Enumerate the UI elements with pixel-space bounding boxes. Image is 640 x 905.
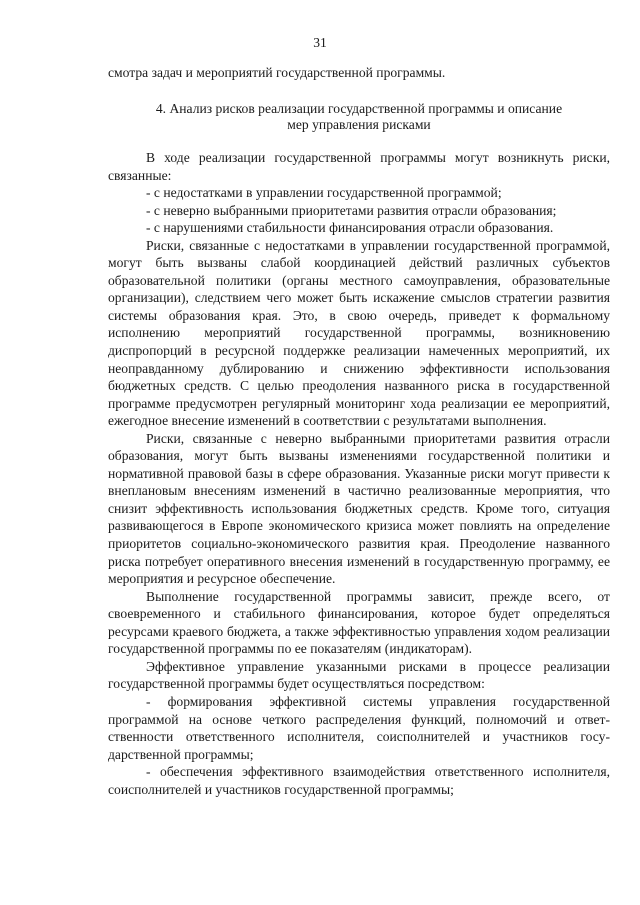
section-heading-line-2: мер управления рисками [287, 116, 431, 132]
document-body [108, 149, 610, 798]
section-heading-line-1: 4. Анализ рисков реализации государственной программы и описание [155, 101, 563, 116]
list-item-interaction: - обеспечения эффективного взаимодействия ответственного исполнителя, соисполнителей и участников государственной программы; [108, 764, 610, 797]
list-item-financing: - с нарушениями стабильности финансирования отрасли образования. [146, 220, 554, 236]
section-heading [108, 101, 610, 132]
paragraph-financing: Выполнение государственной программы зависит, прежде всего, от своевременного и стабильного финансирования, которое будет определяться ресурсами краевого бюджета, а также эффективностью управления ходом реализации государственной программы по ее показателям (индикаторам). [108, 588, 610, 657]
paragraph-priority-risks: Риски, связанные с неверно выбранными приоритетами развития отрасли образования, могут быть вызваны изменениями государственной политики и нормативной правовой базы в сфере образования. Указанные риски могут привести к внеплановым внесениям изменений в частично реализованные мероприятия, что снизит эффективность использования бюджетных средств. Кроме того, ситуация развивающегося в Европе экономического кризиса может повлиять на определение приоритетов социально-экономического развития края. Преодоление названного риска потребует оперативного внесения изменений в государственную программу, ее мероприятия и ресурсное обеспечение. [108, 430, 610, 587]
continued-text: смотра задач и мероприятий государственной программы. [108, 65, 446, 80]
list-item-system: - формирования эффективной системы управления государственной программой на основе четкого распределения функций, полномочий и ответственности ответственного исполнителя, соисполнителей и участников государственной программы; [108, 693, 610, 762]
paragraph-management-risks: Риски, связанные с недостатками в управлении государственной программой, могут быть вызваны слабой координацией действий различных субъектов образовательной политики (органы местного самоуправления, образовательные организации), следствием чего может быть искажение смыслов стратегии развития системы образования края. Это, в свою очередь, приведет к формальному исполнению мероприятий государственной программы, возникновению диспропорций в ресурсной поддержке реализации намеченных мероприятий, их неоправданному дублированию и снижению эффективности использования бюджетных средств. С целью преодоления названного риска в государственной программе предусмотрен регулярный мониторинг хода реализации ее мероприятий, ежегодное внесение изменений в соответствии с результатами выполнения. [108, 237, 610, 429]
paragraph-risk-management: Эффективное управление указанными рисками в процессе реализации государственной программы будет осуществляться посредством: [108, 658, 610, 692]
list-item-priorities: - с неверно выбранными приоритетами развития отрасли образования; [146, 202, 557, 218]
list-item-management: - с недостатками в управлении государственной программой; [146, 185, 502, 201]
page-number: 31 [313, 35, 327, 50]
paragraph-intro: В ходе реализации государственной программы могут возникнуть риски, связанные: [108, 150, 610, 183]
